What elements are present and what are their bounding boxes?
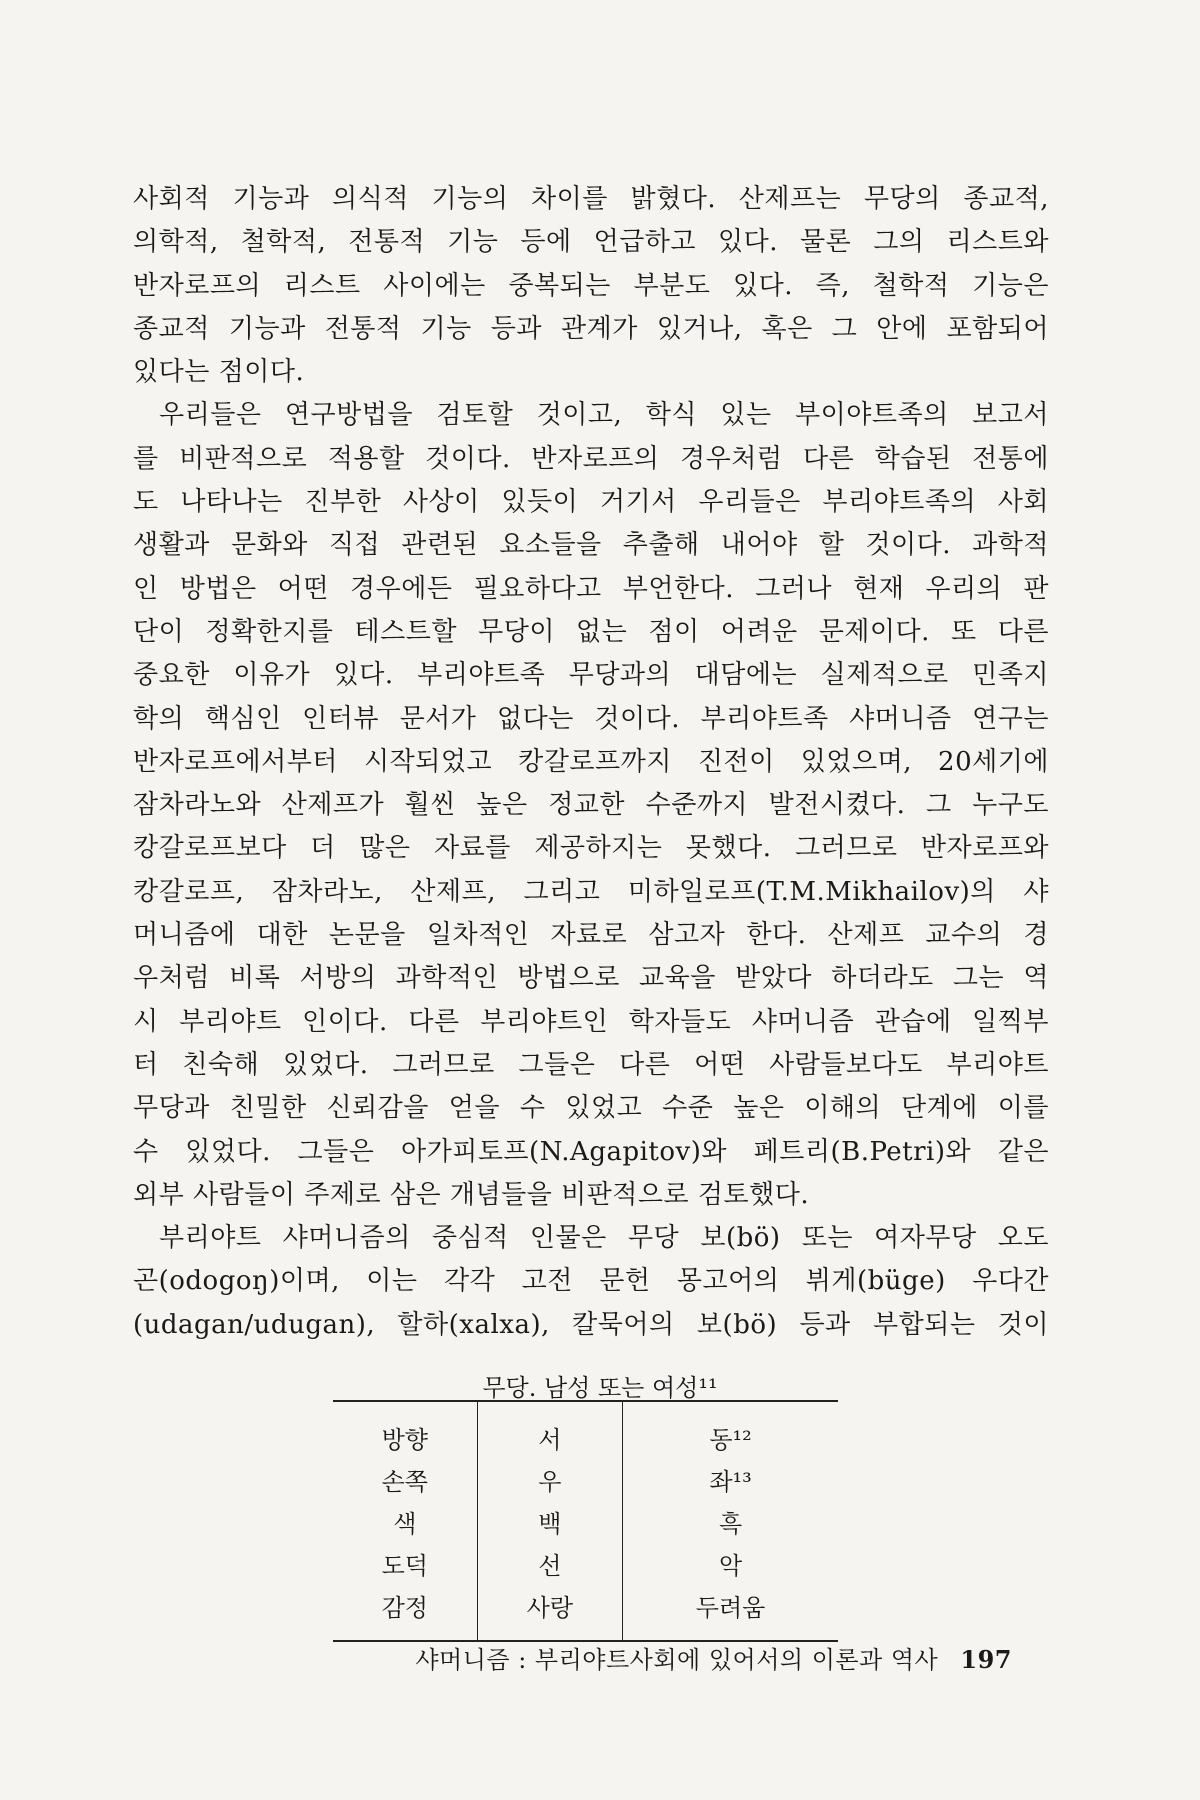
text-line: 사회적 기능과 의식적 기능의 차이를 밝혔다. 산제프는 무당의 종교적, [133,184,1049,214]
text-line: 반자로프의 리스트 사이에는 중복되는 부분도 있다. 즉, 철학적 기능은 [133,270,1049,301]
text-line: 단이 정확한지를 테스트할 무당이 없는 점이 어려운 문제이다. 또 다른 [133,616,1049,647]
table-cell: 선 [477,1542,623,1584]
text-line: 우처럼 비록 서방의 과학적인 방법으로 교육을 받았다 하더라도 그는 역 [133,963,1049,994]
table-cell: 서 [477,1401,623,1458]
text-line: 시 부리야트 인이다. 다른 부리야트인 학자들도 샤머니즘 관습에 일찍부 [133,1006,1049,1037]
table-row [333,1500,838,1542]
text-line: 곤(odogoŋ)이며, 이는 각각 고전 문헌 몽고어의 뷔게(büge) 우다간 [133,1266,1049,1297]
table-row [333,1584,838,1641]
table-cell: 감정 [381,1593,428,1622]
table-row [333,1542,838,1584]
page-footer [0,1640,1012,1675]
table-cell: 악 [623,1542,838,1584]
text-line: 를 비판적으로 적용할 것이다. 반자로프의 경우처럼 다른 학습된 전통에 [133,443,1049,474]
table-cell: 색 [393,1509,417,1538]
text-line: 도 나타나는 진부한 사상이 있듯이 거기서 우리들은 부리야트족의 사회 [133,487,1049,518]
table-cell: 흑 [623,1500,838,1542]
table-cell: 우 [477,1458,623,1500]
table-cell: 좌¹³ [623,1458,838,1500]
text-line: 반자로프에서부터 시작되었고 캉갈로프까지 진전이 있었으며, 20세기에 [133,746,1049,777]
text-line: 의학적, 철학적, 전통적 기능 등에 언급하고 있다. 물론 그의 리스트와 [133,227,1049,258]
text-line: 인 방법은 어떤 경우에든 필요하다고 부언한다. 그러나 현재 우리의 판 [133,573,1049,604]
text-line: 캉갈로프보다 더 많은 자료를 제공하지는 못했다. 그러므로 반자로프와 [133,833,1049,864]
text-line: 외부 사람들이 주제로 삼은 개념들을 비판적으로 검토했다. [133,1179,810,1210]
table-cell: 백 [477,1500,623,1542]
page-number: 197 [960,1645,1012,1674]
table-row [333,1458,838,1500]
body-text [133,178,1049,1347]
text-line: 있다는 점이다. [133,357,305,388]
table-cell: 손쪽 [381,1467,428,1496]
text-line: 종교적 기능과 전통적 기능 등과 관계가 있거나, 혹은 그 안에 포함되어 [133,313,1049,344]
shaman-table [333,1400,838,1642]
text-line: 중요한 이유가 있다. 부리야트족 무당과의 대담에는 실제적으로 민족지 [133,660,1049,691]
table-caption: 무당. 남성 또는 여성¹¹ [482,1374,718,1402]
text-line: 머니즘에 대한 논문을 일차적인 자료로 삼고자 한다. 산제프 교수의 경 [133,920,1049,951]
running-title: 샤머니즘 : 부리야트사회에 있어서의 이론과 역사 [415,1646,939,1674]
text-line: 생활과 문화와 직접 관련된 요소들을 추출해 내어야 할 것이다. 과학적 [133,530,1049,561]
text-line: 캉갈로프, 잠차라노, 산제프, 그리고 미하일로프(T.M.Mikhailov)의 샤 [133,876,1049,907]
text-line: (udagan/udugan), 할하(xalxa), 칼묵어의 보(bö) 등과 부합되는 것이 [133,1309,1049,1340]
text-line: 우리들은 연구방법을 검토할 것이고, 학식 있는 부이야트족의 보고서 [159,400,1049,431]
table-cell: 사랑 [477,1584,623,1641]
text-line: 잠차라노와 산제프가 훨씬 높은 정교한 수준까지 발전시켰다. 그 누구도 [133,790,1049,821]
table-cell: 두려움 [623,1584,838,1641]
text-line: 터 친숙해 있었다. 그러므로 그들은 다른 어떤 사람들보다도 부리야트 [133,1049,1049,1080]
text-line: 수 있었다. 그들은 아가피토프(N.Agapitov)와 페트리(B.Petri)와 같은 [133,1136,1049,1167]
text-line: 부리야트 샤머니즘의 중심적 인물은 무당 보(bö) 또는 여자무당 오도 [159,1223,1049,1254]
table-cell: 도덕 [381,1551,428,1580]
table-cell: 동¹² [623,1401,838,1458]
text-line: 무당과 친밀한 신뢰감을 얻을 수 있었고 수준 높은 이해의 단계에 이를 [133,1093,1049,1124]
table-cell: 방향 [381,1425,428,1454]
table-row [333,1401,838,1458]
text-line: 학의 핵심인 인터뷰 문서가 없다는 것이다. 부리야트족 샤머니즘 연구는 [133,703,1049,734]
